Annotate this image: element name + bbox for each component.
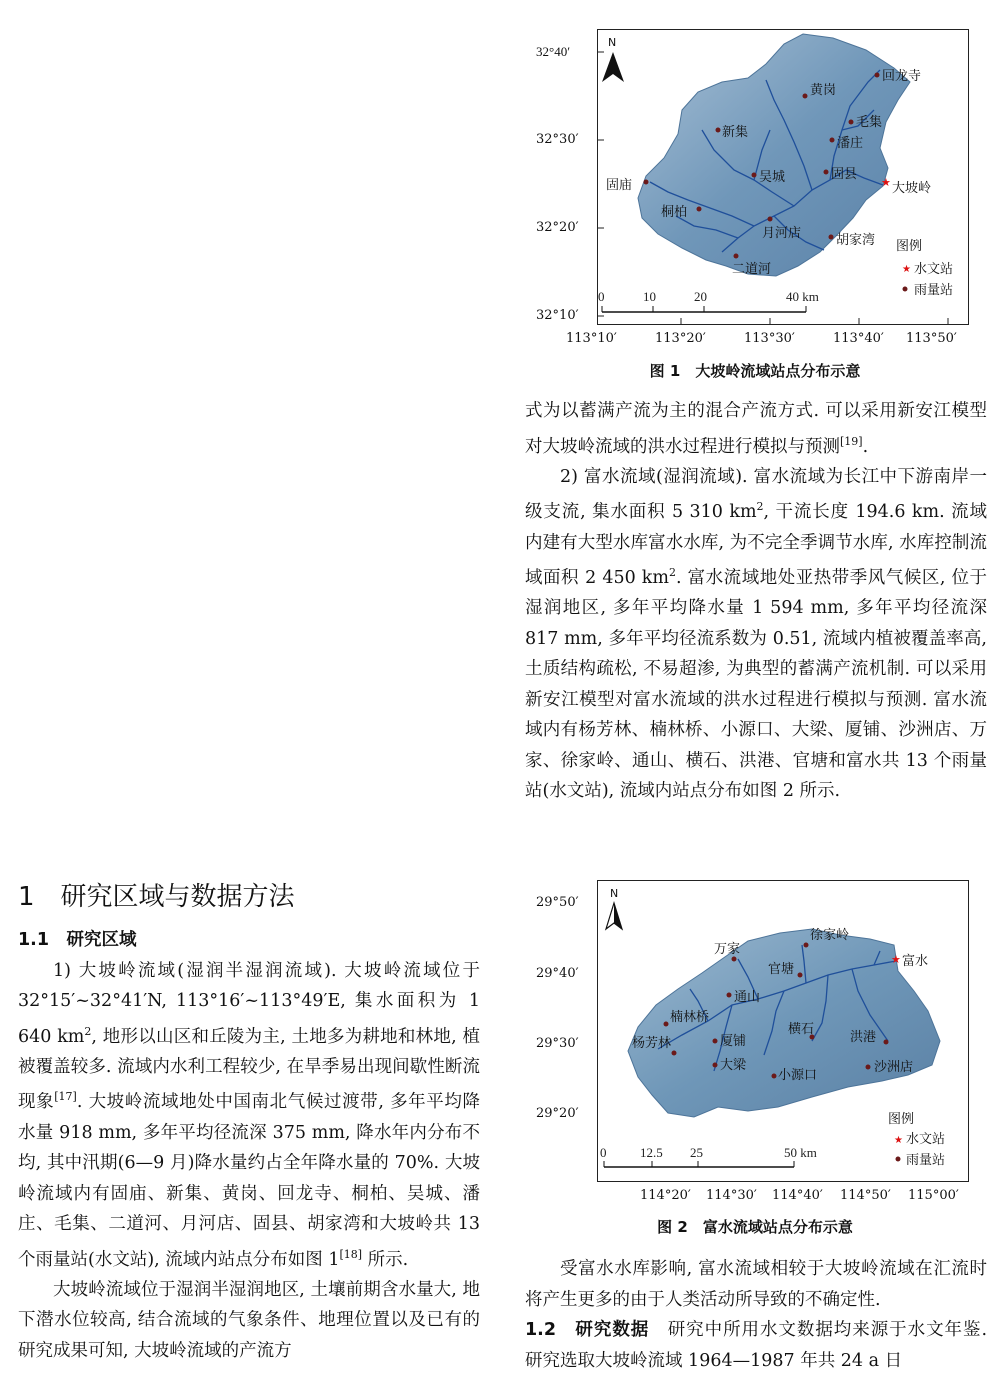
station-label-wucheng: 吴城 <box>759 170 786 185</box>
station-dot-wanjia <box>732 957 737 962</box>
station-dot-gumiao <box>644 180 649 185</box>
fig2-lat-1: 29°50′ <box>536 895 579 910</box>
fig2-lat-3: 29°30′ <box>536 1036 579 1051</box>
station-dot-nanlinqiao <box>664 1022 669 1027</box>
paragraph-dapoling: 1) 大坡岭流域(湿润半湿润流域). 大坡岭流域位于 32°15′~32°41′N, 113°16′~113°49′E, 集水面积为 1 640 $km^2$, 地形以山区和丘陵为主, 土地多为耕地和林地, 植被覆盖较多. 流域内水利工程较少, 在旱季易出现间歇性断流现象[17]. 大坡岭流域地处中国南北气候过渡带, 多年平均降水量 918 mm, 多年平均径流深 375 mm, 降水年内分布不均, 其中汛期(6—9 月)降水量约占全年降水量的 70%. 大坡岭流域内有固庙、新集、黄岗、回龙寺、桐柏、吴城、潘庄、毛集、二道河、月河店、固县、胡家湾和大坡岭共 13 个雨量站(水文站), 流域内站点分布如图 1[18] 所示. <box>18 960 481 1270</box>
fig2-lon-3: 114°40′ <box>772 1188 823 1203</box>
legend-rain: 雨量站 <box>906 1153 946 1168</box>
station-label-gumiao: 固庙 <box>606 178 633 193</box>
fig2-lon-2: 114°30′ <box>706 1188 757 1203</box>
legend-dot-icon <box>896 1157 901 1162</box>
station-label-tongbai: 桐柏 <box>661 205 688 220</box>
fig1-lon-1: 113°10′ <box>566 331 617 346</box>
station-label-erdaohe: 二道河 <box>732 262 772 277</box>
station-star-fushui: ★ <box>891 953 901 966</box>
scale-12-5: 12.5 <box>640 1145 663 1160</box>
lon-ticks <box>598 318 948 324</box>
station-label-honggang: 洪港 <box>850 1030 877 1045</box>
right-column-upper <box>525 396 987 807</box>
station-label-tongshan: 通山 <box>734 990 761 1005</box>
figure-1-map <box>597 29 969 325</box>
station-label-daliang: 大梁 <box>720 1058 747 1073</box>
north-arrow-icon <box>606 887 622 929</box>
fig1-lon-3: 113°30′ <box>744 331 795 346</box>
north-label: N <box>610 887 619 900</box>
station-dot-huilongsi <box>875 73 880 78</box>
station-label-nanlinqiao: 楠林桥 <box>670 1010 710 1025</box>
station-label-maoji: 毛集 <box>856 115 883 130</box>
station-dot-erdaohe <box>734 254 739 259</box>
station-label-huanggang: 黄岗 <box>810 83 837 98</box>
station-label-wanjia: 万家 <box>714 942 741 957</box>
paragraph-runoff: 大坡岭流域位于湿润半湿润地区, 土壤前期含水量大, 地下潜水位较高, 结合流域的气象条件、地理位置以及已有的研究成果可知, 大坡岭流域的产流方 <box>18 1279 480 1361</box>
station-label-guxian: 固县 <box>831 167 858 182</box>
north-arrow-icon <box>602 36 624 82</box>
station-label-dapoling: 大坡岭 <box>892 181 932 196</box>
station-dot-hujiawan <box>829 235 834 240</box>
fig1-lat-1: 32°40′ <box>536 44 571 59</box>
right-column-lower <box>525 1254 987 1376</box>
legend-hydro: 水文站 <box>914 262 954 277</box>
fig1-lat-4: 32°10′ <box>536 308 579 323</box>
scale-bar <box>600 1145 817 1167</box>
station-label-huilongsi: 回龙寺 <box>882 69 922 84</box>
section-heading-1-1: 1.1 研究区域 <box>18 930 137 950</box>
fig2-lon-5: 115°00′ <box>908 1188 959 1203</box>
station-label-yuehedian: 月河店 <box>762 226 802 241</box>
paragraph-uncertainty: 受富水水库影响, 富水流域相较于大坡岭流域在汇流时将产生更多的由于人类活动所导致的不确定性. <box>525 1259 987 1310</box>
scale-0: 0 <box>600 1145 607 1160</box>
fig2-lat-4: 29°20′ <box>536 1106 579 1121</box>
figure-1-svg <box>598 30 968 324</box>
station-label-hengshi: 横石 <box>788 1022 815 1037</box>
scale-0: 0 <box>598 289 605 304</box>
scale-20: 20 <box>694 289 707 304</box>
station-dot-xinji <box>716 128 721 133</box>
station-label-fushui: 富水 <box>902 954 929 969</box>
fig1-lon-5: 113°50′ <box>906 331 957 346</box>
paragraph-continuation: 式为以蓄满产流为主的混合产流方式. 可以采用新安江模型对大坡岭流域的洪水过程进行模拟与预测[19]. <box>525 401 987 457</box>
legend <box>888 1112 945 1168</box>
station-dot-tongshan <box>727 993 732 998</box>
legend-star-icon: ★ <box>902 264 911 275</box>
station-label-xujialing: 徐家岭 <box>810 928 850 943</box>
station-dot-daliang <box>713 1063 718 1068</box>
scale-40: 40 km <box>786 289 819 304</box>
fig2-lon-1: 114°20′ <box>640 1188 691 1203</box>
station-dot-xujialing <box>804 943 809 948</box>
fig1-lat-2: 32°30′ <box>536 132 579 147</box>
station-dot-maoji <box>849 120 854 125</box>
scale-bar <box>598 289 819 312</box>
station-label-hujiawan: 胡家湾 <box>836 233 876 248</box>
station-label-xiapu: 厦铺 <box>720 1034 747 1049</box>
legend <box>896 239 953 298</box>
station-dot-panzhuang <box>830 138 835 143</box>
fig1-lat-3: 32°20′ <box>536 220 579 235</box>
station-label-panzhuang: 潘庄 <box>837 136 864 151</box>
station-dot-xiaoyuankou <box>772 1074 777 1079</box>
section-heading-1-2: 1.2 研究数据 <box>525 1320 650 1340</box>
left-column <box>18 925 480 1366</box>
station-label-guantang: 官塘 <box>768 962 795 977</box>
station-dot-xiapu <box>713 1039 718 1044</box>
legend-rain: 雨量站 <box>914 283 954 298</box>
station-dot-tongbai <box>697 207 702 212</box>
station-dot-yuehedian <box>768 217 773 222</box>
fig2-lon-4: 114°50′ <box>840 1188 891 1203</box>
station-dot-wucheng <box>752 173 757 178</box>
station-label-xiaoyuankou: 小源口 <box>778 1068 818 1083</box>
station-dot-guantang <box>798 973 803 978</box>
station-star-dapoling: ★ <box>881 176 891 189</box>
figure-1-caption: 图 1 大坡岭流域站点分布示意 <box>649 362 861 380</box>
fig2-lat-2: 29°40′ <box>536 966 579 981</box>
lat-ticks <box>598 52 604 316</box>
fig1-lon-4: 113°40′ <box>833 331 884 346</box>
station-dot-huanggang <box>803 94 808 99</box>
scale-50: 50 km <box>784 1145 817 1160</box>
figure-2-map <box>597 880 969 1182</box>
figure-2-caption: 图 2 富水流域站点分布示意 <box>657 1218 853 1236</box>
scale-25: 25 <box>690 1145 703 1160</box>
legend-dot-icon <box>903 287 908 292</box>
paragraph-data: 1.2 研究数据 研究中所用水文数据均来源于水文年鉴. 研究选取大坡岭流域 1964—1987 年共 24 a 日 <box>525 1320 988 1371</box>
station-dot-honggang <box>884 1040 889 1045</box>
station-label-shazhoudian: 沙洲店 <box>874 1060 914 1075</box>
section-heading-1: 1 研究区域与数据方法 <box>18 882 295 912</box>
paragraph-fushui: 2) 富水流域(湿润流域). 富水流域为长江中下游南岸一级支流, 集水面积 5 310 $km^2$, 干流长度 194.6 km. 流域内建有大型水库富水水库, 为不完全季调节水库, 水库控制流域面积 2 450 $km^2$. 富水流域地处亚热带季风气候区, 位于湿润地区, 多年平均降水量 1 594 mm, 多年平均径流深 817 mm, 多年平均径流系数为 0.51, 流域内植被覆盖率高, 土质结构疏松, 不易超渗, 为典型的蓄满产流机制. 可以采用新安江模型对富水流域的洪水过程进行模拟与预测. 富水流域内有杨芳林、楠林桥、小源口、大梁、厦铺、沙洲店、万家、徐家岭、通山、横石、洪港、官塘和富水共 13 个雨量站(水文站), 流域内站点分布如图 2 所示. <box>525 466 987 802</box>
legend-star-icon: ★ <box>894 1135 903 1146</box>
station-label-yangfanglin: 杨芳林 <box>632 1036 672 1051</box>
station-label-xinji: 新集 <box>722 125 749 140</box>
figure-2-svg <box>598 881 968 1181</box>
station-dot-guxian <box>824 170 829 175</box>
legend-hydro: 水文站 <box>906 1132 946 1147</box>
legend-title: 图例 <box>888 1112 915 1127</box>
scale-10: 10 <box>643 289 656 304</box>
station-dot-yangfanglin <box>672 1051 677 1056</box>
station-dot-shazhoudian <box>866 1065 871 1070</box>
fig1-lon-2: 113°20′ <box>655 331 706 346</box>
north-label: N <box>608 36 617 49</box>
legend-title: 图例 <box>896 239 923 254</box>
